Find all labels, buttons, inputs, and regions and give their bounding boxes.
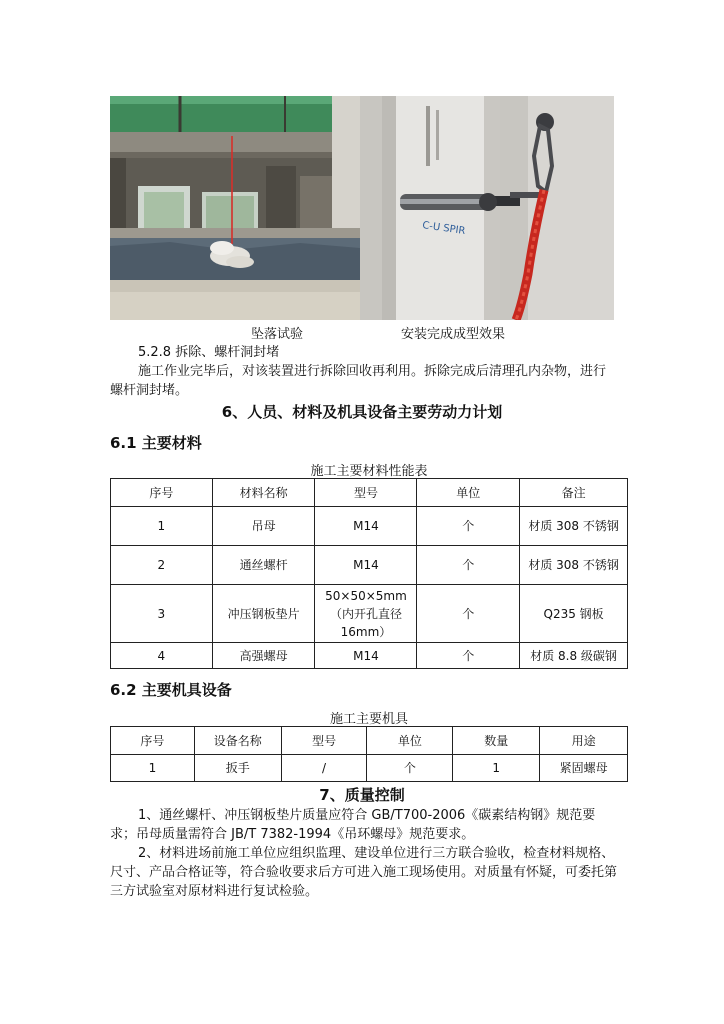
table-cell: / — [281, 755, 367, 782]
table-row — [111, 643, 628, 669]
table-header: 备注 — [520, 479, 628, 507]
section-528-heading: 5.2.8 拆除、螺杆洞封堵 — [138, 345, 280, 360]
materials-table — [110, 478, 628, 669]
right-photo-caption: 安装完成成型效果 — [401, 327, 506, 342]
table-header: 数量 — [453, 727, 540, 755]
table-row — [111, 507, 628, 546]
table-cell: 高强螺母 — [212, 643, 315, 669]
quality-paragraph-1: 1、通丝螺杆、冲压钢板垫片质量应符合 GB/T700-2006《碳素结构钢》规范要求；吊母质量需符合 JB/T 7382-1994《吊环螺母》规范要求。 — [110, 808, 596, 842]
section-528-paragraph: 施工作业完毕后，对该装置进行拆除回收再利用。拆除完成后清理孔内杂物，进行螺杆洞封堵。 — [110, 364, 607, 398]
table-row — [111, 585, 628, 643]
table-row — [111, 755, 628, 782]
quality-paragraph-2: 2、材料进场前施工单位应组织监理、建设单位进行三方联合验收，检查材料规格、尺寸、产品合格证等，符合验收要求后方可进入施工现场使用。对质量有怀疑，可委托第三方试验室对原材料进行复试检验。 — [110, 846, 618, 899]
table-header-row — [111, 479, 628, 507]
table-cell: 3 — [111, 585, 213, 643]
table-cell: M14 — [315, 507, 417, 546]
table-cell: 冲压钢板垫片 — [212, 585, 315, 643]
table-cell: 扳手 — [194, 755, 281, 782]
fall-test-photo — [110, 96, 360, 320]
section-6-title: 6、人员、材料及机具设备主要劳动力计划 — [221, 403, 503, 421]
table-header: 用途 — [540, 727, 628, 755]
left-photo-caption: 坠落试验 — [251, 327, 304, 342]
table-cell: 材质 308 不锈钢 — [520, 507, 628, 546]
table-header: 型号 — [281, 727, 367, 755]
table-cell: 个 — [417, 585, 520, 643]
table-header: 单位 — [367, 727, 453, 755]
table-cell: 材质 308 不锈钢 — [520, 546, 628, 585]
table-cell: 紧固螺母 — [540, 755, 628, 782]
section-7-title: 7、质量控制 — [319, 786, 405, 804]
table-cell: 个 — [367, 755, 453, 782]
equipment-table-caption: 施工主要机具 — [329, 712, 408, 727]
table-header: 型号 — [315, 479, 417, 507]
table-cell: 个 — [417, 643, 520, 669]
equipment-table — [110, 726, 628, 782]
table-row — [111, 546, 628, 585]
section-61-title: 6.1 主要材料 — [110, 434, 202, 452]
table-cell: 1 — [111, 507, 213, 546]
table-header: 设备名称 — [194, 727, 281, 755]
table-header: 序号 — [111, 479, 213, 507]
table-cell: 个 — [417, 546, 520, 585]
table-header: 单位 — [417, 479, 520, 507]
table-cell: 个 — [417, 507, 520, 546]
table-header: 材料名称 — [212, 479, 315, 507]
table-cell: 1 — [453, 755, 540, 782]
installation-effect-photo — [360, 96, 614, 320]
table-cell: 4 — [111, 643, 213, 669]
table-cell: M14 — [315, 643, 417, 669]
section-62-title: 6.2 主要机具设备 — [110, 681, 232, 699]
table-cell: 通丝螺杆 — [212, 546, 315, 585]
table-header: 序号 — [111, 727, 195, 755]
table-cell: 材质 8.8 级碳钢 — [520, 643, 628, 669]
table-cell: 50×50×5mm（内开孔直径 16mm） — [315, 585, 417, 643]
table-cell: M14 — [315, 546, 417, 585]
table-cell: Q235 钢板 — [520, 585, 628, 643]
table-header-row — [111, 727, 628, 755]
table-cell: 2 — [111, 546, 213, 585]
materials-table-caption: 施工主要材料性能表 — [310, 464, 428, 479]
table-cell: 吊母 — [212, 507, 315, 546]
pipe-label: C-U SPIR — [421, 220, 467, 238]
table-cell: 1 — [111, 755, 195, 782]
